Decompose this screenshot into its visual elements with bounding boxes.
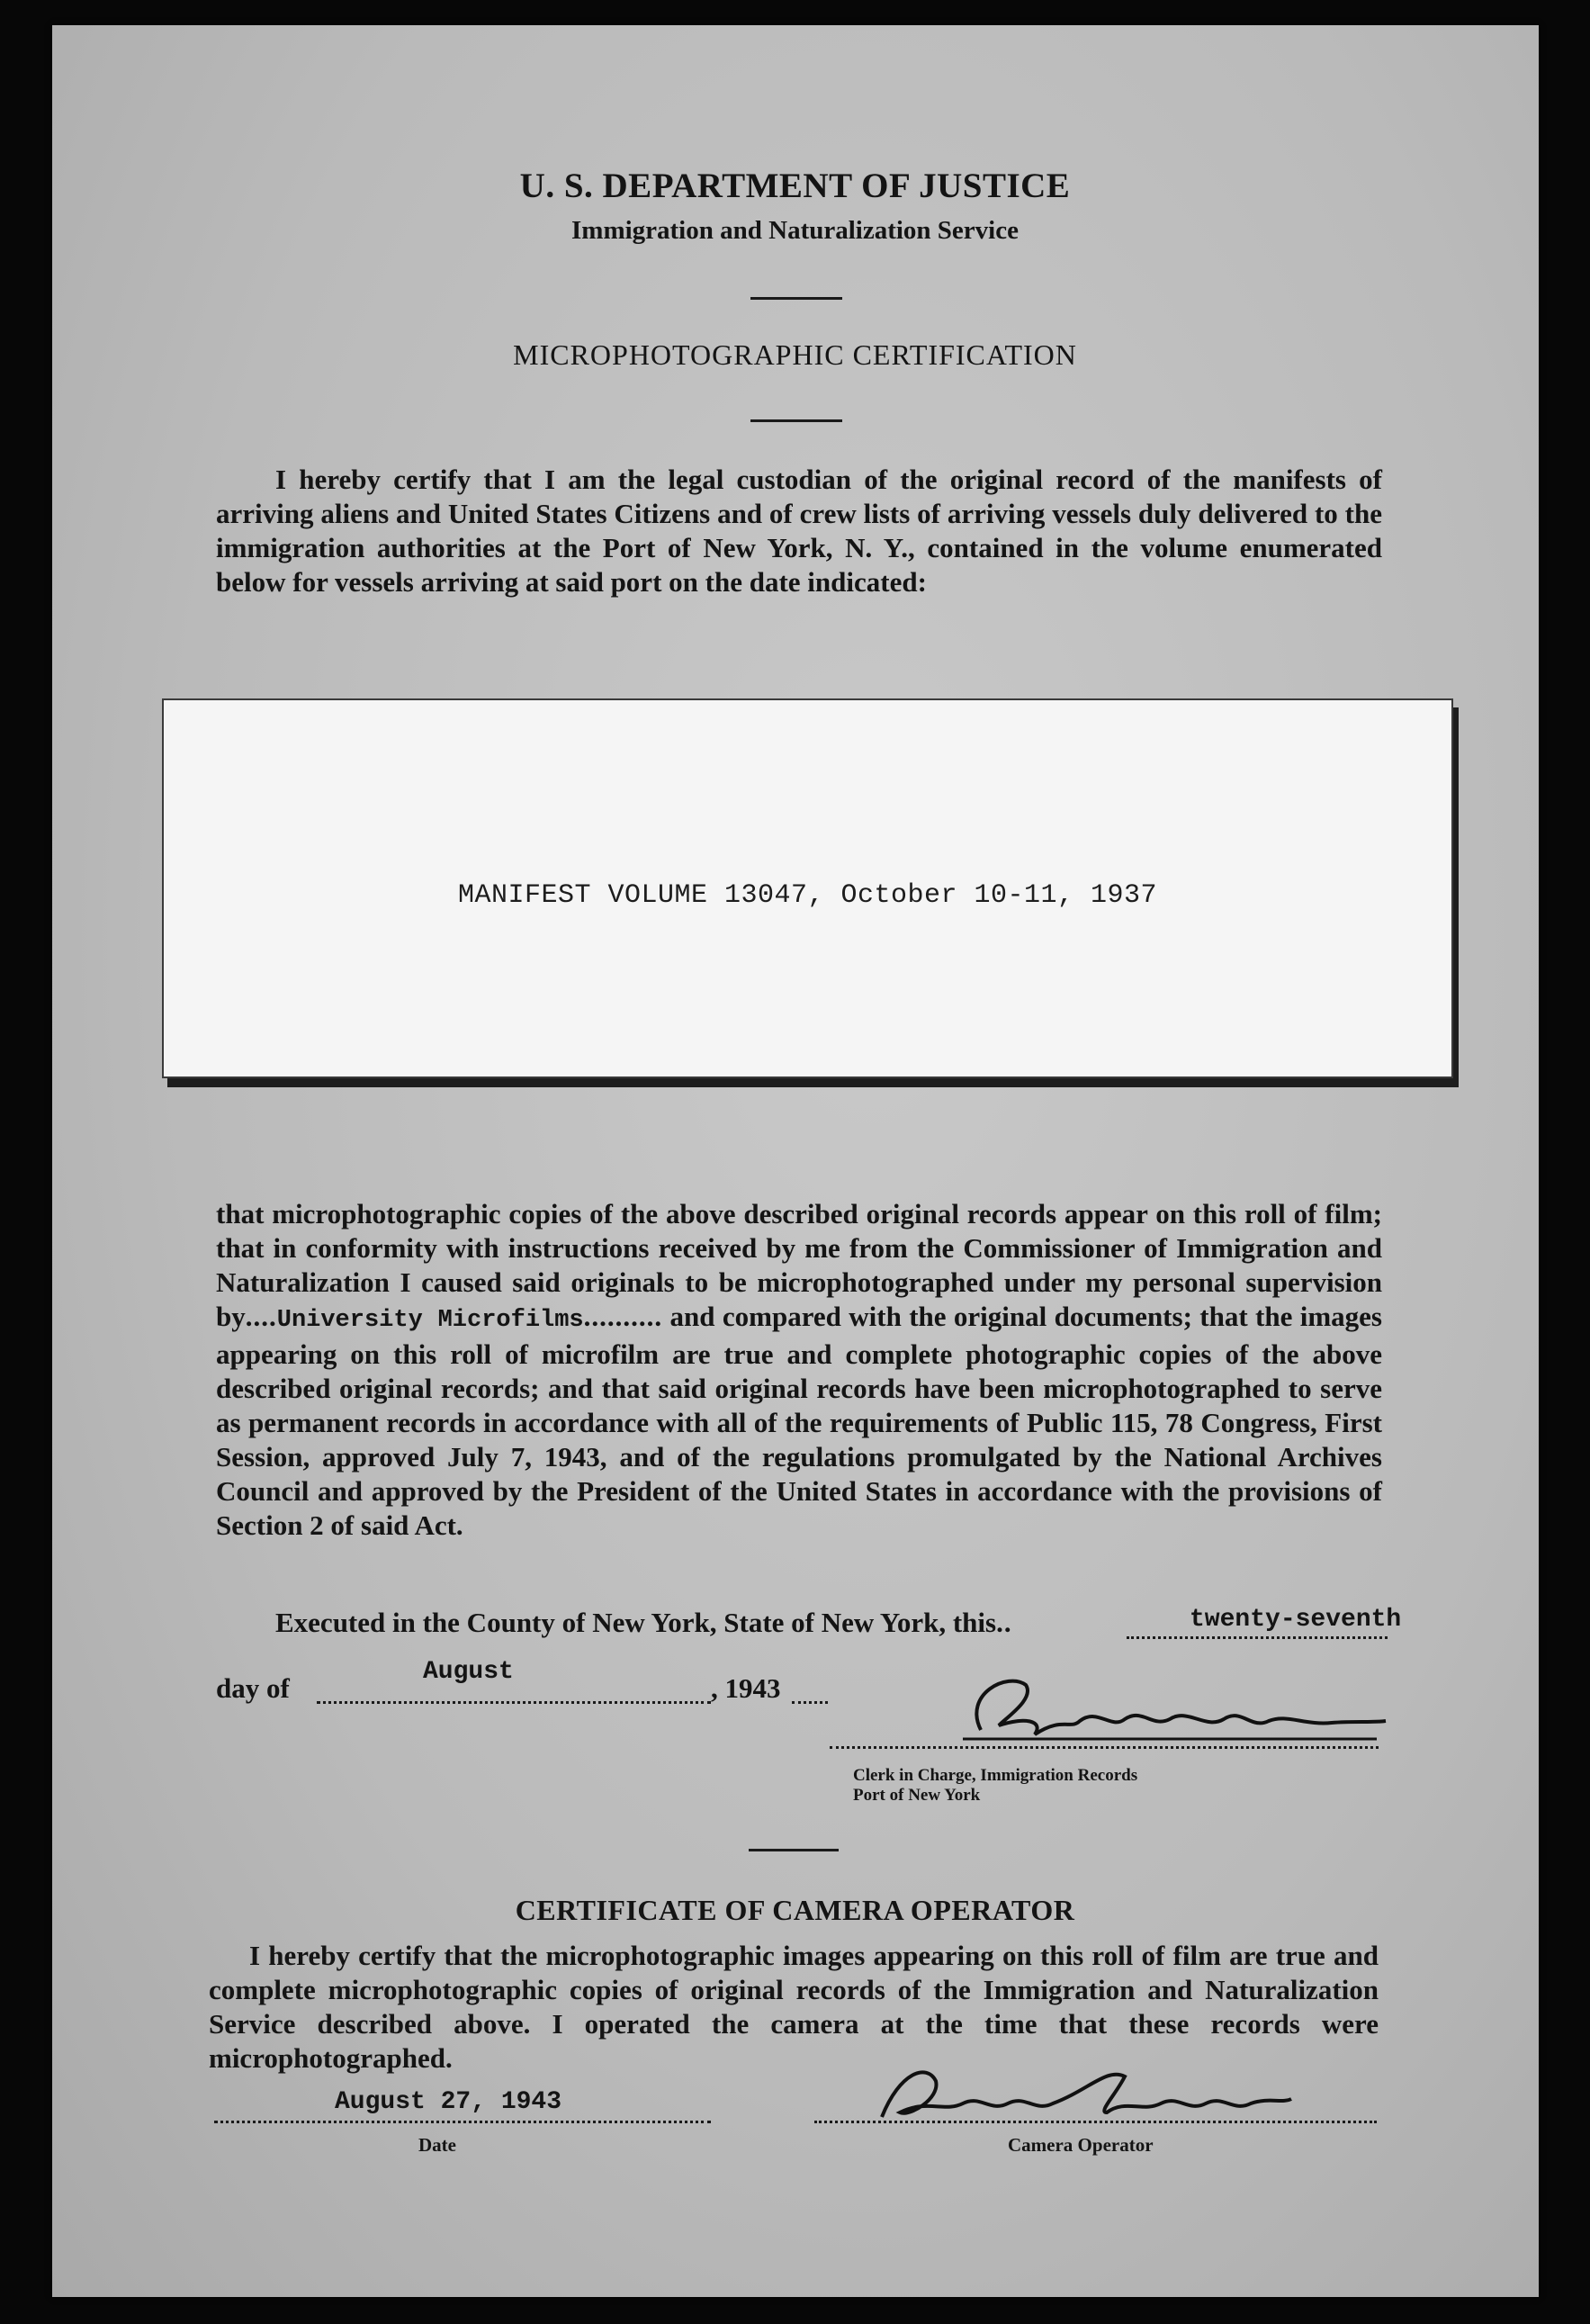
divider-middle [750, 419, 842, 422]
day-value: twenty-seventh [1190, 1606, 1402, 1634]
operator-date-label: Date [418, 2134, 456, 2156]
intro-paragraph: I hereby certify that I am the legal custodian of the original record of the manifests of arriving aliens and United States Citizens and of crew lists of arriving vessels duly delivered to the immigration authorities at the Port of New York, N. Y., contained in the volume enumerated below for vessels arriving at said port on the date indicated: [216, 464, 1382, 598]
operator-signature [873, 2063, 1296, 2135]
operator-certificate-title: CERTIFICATE OF CAMERA OPERATOR [515, 1894, 1075, 1926]
clerk-signature-line [830, 1746, 1379, 1749]
executed-text: Executed in the County of New York, State of New York, this [275, 1607, 997, 1638]
year-line [792, 1701, 828, 1704]
executed-line: Executed in the County of New York, State of New York, this.. [275, 1607, 1012, 1638]
operator-date-value: August 27, 1943 [335, 2088, 562, 2116]
service-subheading: Immigration and Naturalization Service [571, 216, 1019, 245]
operator-signature-line [814, 2121, 1377, 2123]
clerk-title-line2: Port of New York [853, 1786, 981, 1805]
day-of-label: day of [216, 1672, 290, 1704]
certification-title: MICROPHOTOGRAPHIC CERTIFICATION [513, 338, 1077, 371]
year-text: , 1943 [711, 1672, 781, 1704]
manifest-volume-card [162, 698, 1453, 1078]
divider-bottom [749, 1849, 839, 1851]
month-value: August [423, 1658, 514, 1686]
day-value-line [1127, 1636, 1388, 1639]
certification-body: that microphotographic copies of the above described original records appear on this roll of film; that in conformity with instructions received by me from the Commissioner of Immigration and Naturalization I caused said originals to be microphotographed under my personal supervision by....University Microfilms.......... and compared with the original documents; that the images appearing on this roll of microfilm are true and complete photographic copies of the above described original records; and that said original records have been microphotographed to serve as permanent records in accordance with all of the requirements of Public 115, 78 Congress, First Session, approved July 7, 1943, and of the regulations promulgated by the National Archives Council and approved by the President of the United States in accordance with the provisions of Section 2 of said Act. [216, 1198, 1382, 1541]
divider-top [750, 297, 842, 300]
photographer-name: University Microfilms [276, 1307, 584, 1334]
clerk-signature [945, 1667, 1395, 1757]
clerk-title-line1: Clerk in Charge, Immigration Records [853, 1766, 1138, 1785]
department-heading: U. S. DEPARTMENT OF JUSTICE [519, 167, 1071, 205]
operator-label: Camera Operator [1008, 2134, 1154, 2156]
manifest-volume-text: MANIFEST VOLUME 13047, October 10-11, 1937 [457, 880, 1158, 911]
body-text-part2: and compared with the original documents; that the images appearing on this roll of microfilm are true and complete photographic copies of the above described original records; and that said original records have been microphotographed to serve as permanent records in accordance with all of the requirements of Public 115, 78 Congress, First Session, approved July 7, 1943, and of the regulations promulgated by the National Archives Council and approved by the President of the United States in accordance with the provisions of Section 2 of said Act. [216, 1301, 1382, 1541]
operator-date-line [214, 2121, 711, 2123]
clerk-title [853, 1766, 1137, 1806]
month-line [317, 1701, 711, 1704]
body-text-part1: that microphotographic copies of the above described original records appear on this roll of film; that in conformity with instructions received by me from the Commissioner of Immigration and Naturalization I caused said originals to be microphotographed under my personal supervision by [216, 1198, 1382, 1332]
operator-paragraph: I hereby certify that the microphotographic images appearing on this roll of film are true and complete microphotographic copies of original records of the Immigration and Naturalization Service described above. I operated the camera at the time that these records were microphotographed. [209, 1940, 1379, 2074]
